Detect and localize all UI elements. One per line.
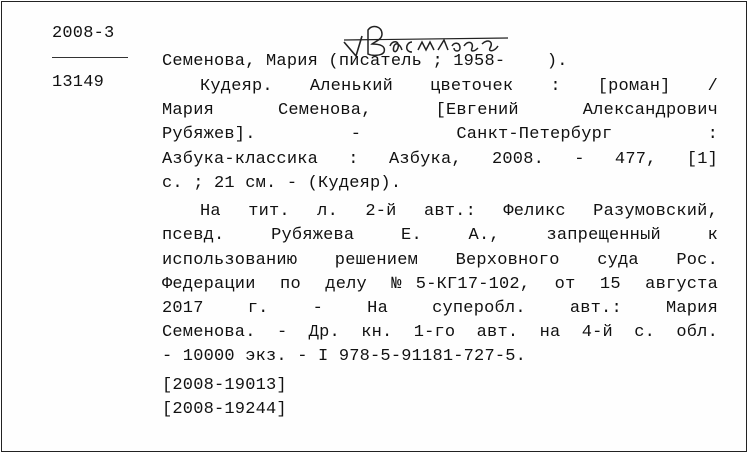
note-line-6: Семенова. - Др. кн. 1-го авт. на 4-й с. обл. [162,323,718,342]
title-line-2: Мария Семенова, [Евгений Александрович [162,101,718,120]
title-line-1: Кудеяр. Аленький цветочек : [роман] / [200,77,718,96]
note-line-7: - 10000 экз. - I 978-5-91181-727-5. [162,347,527,366]
registration-number-2: [2008-19244] [162,400,287,419]
note-line-2: псевд. Рубяжева Е. А., запрещенный к [162,226,718,245]
author-heading: Семенова, Мария (писатель ; 1958- ). [162,52,568,71]
accession-number: 13149 [52,73,105,92]
note-line-5: 2017 г. - На суперобл. авт.: Мария [162,299,718,318]
call-number: 2008-3 [52,24,115,43]
title-line-5: с. ; 21 см. - (Кудеяр). [162,174,402,193]
note-line-3: использованию решением Верховного суда Рос. [162,251,718,270]
registration-number-1: [2008-19013] [162,376,287,395]
call-number-divider [52,57,128,58]
note-line-1: На тит. л. 2-й авт.: Феликс Разумовский, [200,202,718,221]
note-line-4: Федерации по делу №5-КГ17-102, от 15 августа [162,275,718,294]
title-line-4: Азбука-классика : Азбука, 2008. - 477, [1] [162,150,718,169]
title-line-3: Рубяжев]. - Санкт-Петербург : [162,125,718,144]
